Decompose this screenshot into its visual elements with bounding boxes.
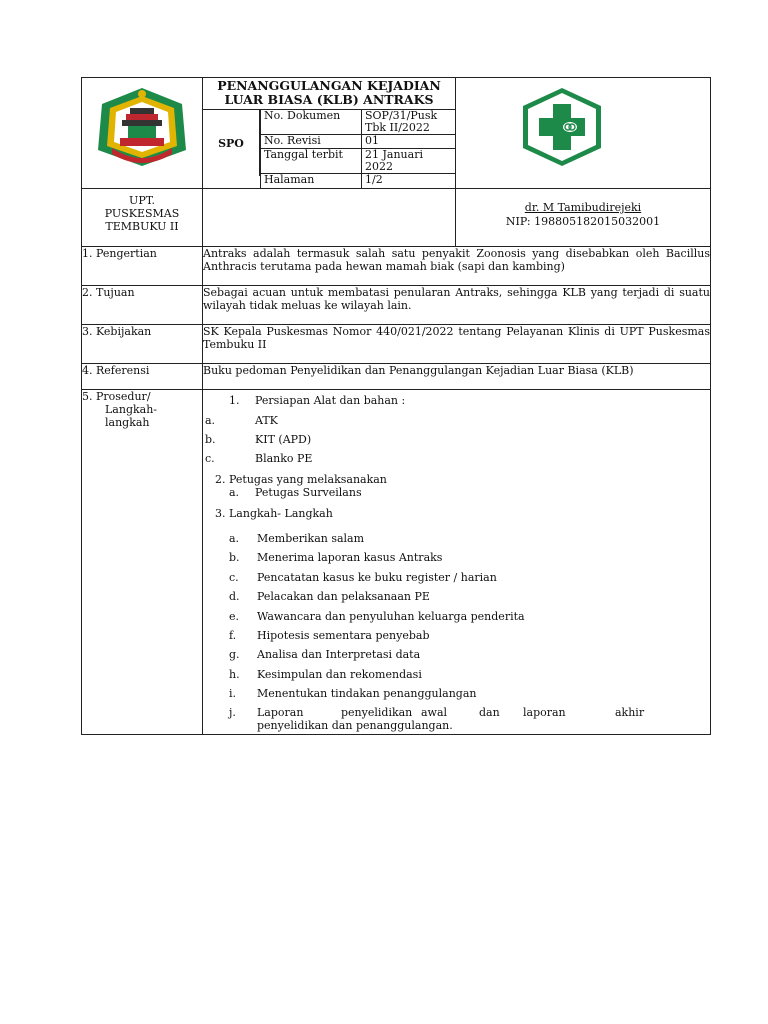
- puskesmas-logo-cell: [456, 78, 711, 189]
- meta-value: 21 Januari 2022: [362, 149, 456, 174]
- procedure-content-cell: [203, 389, 711, 734]
- meta-value: SOP/31/Pusk Tbk II/2022: [362, 110, 456, 135]
- list-letter: d.: [229, 589, 240, 603]
- list-item: Hipotesis sementara penyebab: [257, 628, 430, 642]
- list-item: Wawancara dan penyuluhan keluarga penderita: [257, 609, 525, 623]
- procedure-steps: [203, 390, 710, 734]
- signature-block: [456, 189, 710, 229]
- step-title: Petugas yang melaksanakan: [229, 472, 387, 486]
- list-letter: h.: [229, 667, 240, 681]
- regency-emblem-logo: [82, 78, 202, 176]
- list-letter: b.: [205, 432, 216, 446]
- organization-name: [82, 189, 202, 246]
- step-title: Langkah- Langkah: [229, 506, 333, 520]
- procedure-label-cell: [82, 389, 203, 734]
- empty-cell: [203, 188, 456, 246]
- list-letter: e.: [229, 609, 240, 623]
- title-line-2: LUAR BIASA (KLB) ANTRAKS: [224, 92, 434, 107]
- meta-value: 01: [362, 135, 456, 149]
- list-letter: f.: [229, 628, 237, 642]
- document-title: [203, 78, 455, 109]
- list-item: Menentukan tindakan penanggulangan: [257, 686, 477, 700]
- meta-label: No. Dokumen: [261, 110, 362, 135]
- list-item-word: laporan: [523, 705, 566, 719]
- title-line-1: PENANGGULANGAN KEJADIAN: [217, 78, 441, 93]
- list-letter: c.: [205, 451, 215, 465]
- list-item: Menerima laporan kasus Antraks: [257, 550, 443, 564]
- list-item: Analisa dan Interpretasi data: [257, 647, 421, 661]
- procedure-label-line: 5. Prosedur/: [82, 389, 151, 403]
- list-letter: c.: [229, 570, 239, 584]
- section-label: 4. Referensi: [82, 363, 203, 389]
- document-meta: [203, 109, 455, 188]
- list-item: Blanko PE: [255, 451, 313, 465]
- document-title-cell: [203, 78, 456, 189]
- meta-table: [260, 109, 455, 188]
- list-letter: i.: [229, 686, 237, 700]
- step-number: 3.: [215, 506, 226, 520]
- procedure-label-line: Langkah-: [105, 402, 158, 416]
- list-item: Pencatatan kasus ke buku register / harian: [257, 570, 497, 584]
- section-label: 1. Pengertian: [82, 246, 203, 285]
- section-label: 3. Kebijakan: [82, 324, 203, 363]
- list-letter: a.: [229, 485, 240, 499]
- list-item-word: penyelidikan: [341, 705, 413, 719]
- org-line-2: PUSKESMAS: [104, 206, 180, 220]
- signer-nip: NIP: 198805182015032001: [505, 214, 661, 228]
- step-title: Persiapan Alat dan bahan :: [255, 393, 406, 407]
- section-content: Sebagai acuan untuk membatasi penularan Antraks, sehingga KLB yang terjadi di suatu wilayah tidak meluas ke wilayah lain.: [203, 285, 711, 324]
- list-letter: j.: [229, 705, 236, 719]
- meta-label: Halaman: [261, 174, 362, 188]
- org-line-1: UPT.: [129, 193, 155, 207]
- meta-value: 1/2: [362, 174, 456, 188]
- regency-logo-cell: [82, 78, 203, 189]
- list-letter: a.: [229, 531, 240, 545]
- step-number: 1.: [229, 393, 240, 407]
- list-item: Memberikan salam: [257, 531, 365, 545]
- step-number: 2.: [215, 472, 226, 486]
- signer-name: dr. M Tamibudirejeki: [524, 200, 642, 214]
- signature-cell: [456, 188, 711, 246]
- spo-label: SPO: [203, 109, 260, 176]
- section-content: Buku pedoman Penyelidikan dan Penanggulangan Kejadian Luar Biasa (KLB): [203, 363, 711, 389]
- meta-label: Tanggal terbit: [261, 149, 362, 174]
- list-item: Kesimpulan dan rekomendasi: [257, 667, 422, 681]
- list-item-continuation: penyelidikan dan penanggulangan.: [257, 718, 453, 732]
- list-item: Pelacakan dan pelaksanaan PE: [257, 589, 430, 603]
- meta-label: No. Revisi: [261, 135, 362, 149]
- list-letter: b.: [229, 550, 240, 564]
- list-item: KIT (APD): [255, 432, 312, 446]
- procedure-label-line: langkah: [105, 415, 150, 429]
- list-letter: a.: [205, 413, 216, 427]
- organization-cell: [82, 188, 203, 246]
- puskesmas-logo: [456, 78, 710, 176]
- list-item-word: Laporan: [257, 705, 304, 719]
- list-item-word: akhir: [615, 705, 645, 719]
- list-letter: g.: [229, 647, 240, 661]
- list-item-word: awal: [421, 705, 448, 719]
- list-item: Petugas Surveilans: [255, 485, 362, 499]
- org-line-3: TEMBUKU II: [105, 219, 179, 233]
- section-content: SK Kepala Puskesmas Nomor 440/021/2022 tentang Pelayanan Klinis di UPT Puskesmas Tembuku II: [203, 324, 711, 363]
- sop-document-table: [81, 77, 711, 735]
- list-item-word: dan: [479, 705, 500, 719]
- section-label: 2. Tujuan: [82, 285, 203, 324]
- list-item: ATK: [255, 413, 278, 427]
- section-content: Antraks adalah termasuk salah satu penyakit Zoonosis yang disebabkan oleh Bacillus Anthracis terutama pada hewan mamah biak (sapi dan kambing): [203, 246, 711, 285]
